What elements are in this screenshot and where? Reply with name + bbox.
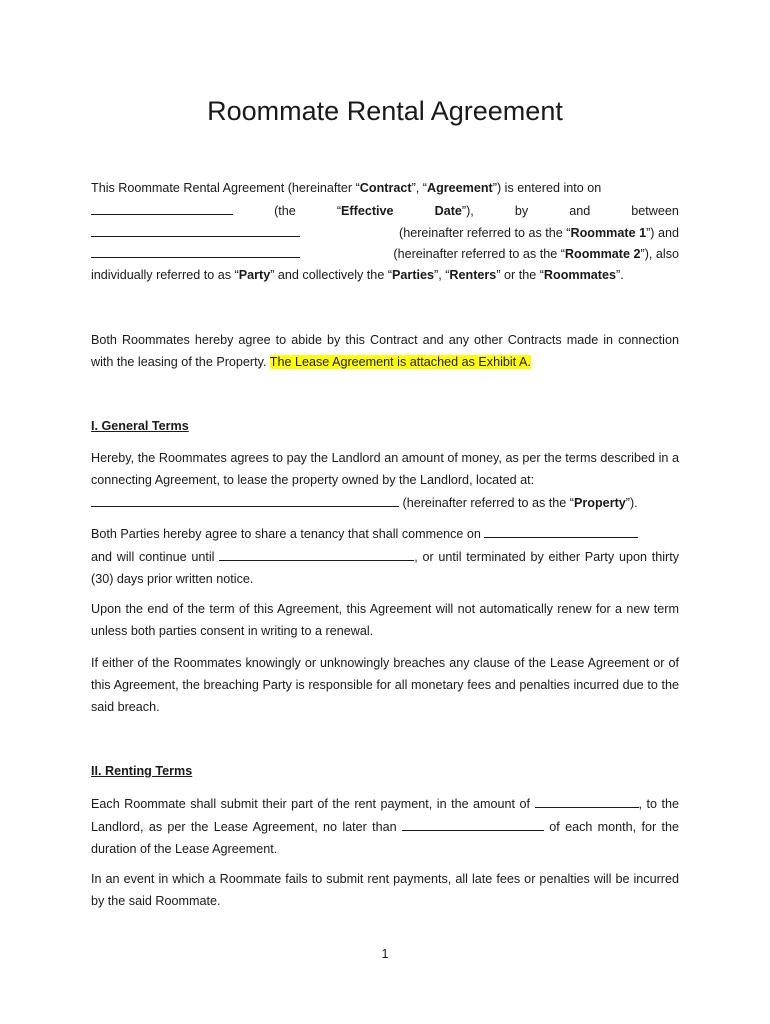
rent-amount-blank[interactable] bbox=[535, 793, 639, 808]
date-blank[interactable] bbox=[91, 200, 233, 215]
intro-paragraph bbox=[91, 178, 679, 287]
intro-line-1: This Roommate Rental Agreement (hereinafter “Contract”, “Agreement”) is entered into on bbox=[91, 181, 602, 195]
roommate2-blank[interactable] bbox=[91, 243, 300, 258]
intro-line-4: (hereinafter referred to as the “Roommate 2”), also bbox=[91, 243, 679, 265]
renting-terms-p1: Each Roommate shall submit their part of the rent payment, in the amount of , to the Landlord, as per the Lease Agreement, no later than of each month, for the duration of the Lease Agreement. bbox=[91, 793, 679, 860]
document-title: Roommate Rental Agreement bbox=[207, 96, 563, 126]
general-terms-p1: Hereby, the Roommates agrees to pay the Landlord an amount of money, as per the terms described in a connecting Agreement, to lease the property owned by the Landlord, located at: (hereinafter referred to as the “Property”). bbox=[91, 451, 679, 510]
general-terms-p3: Upon the end of the term of this Agreement, this Agreement will not automatically renew for a new term unless both parties consent in writing to a renewal. bbox=[91, 602, 679, 638]
intro-line-3: (hereinafter referred to as the “Roommate 1”) and bbox=[91, 222, 679, 244]
section-renting-terms bbox=[91, 761, 679, 783]
property-address-blank[interactable] bbox=[91, 492, 399, 507]
abide-paragraph: Both Roommates hereby agree to abide by this Contract and any other Contracts made in connection with the leasing of the Property. The Lease Agreement is attached as Exhibit A. bbox=[91, 333, 679, 369]
renting-terms-p2: In an event in which a Roommate fails to submit rent payments, all late fees or penalties will be incurred by the said Roommate. bbox=[91, 872, 679, 908]
general-terms-p2: Both Parties hereby agree to share a tenancy that shall commence on and will continue until , or until terminated by either Party upon thirty (30) days prior written notice. bbox=[91, 523, 679, 590]
section-general-terms bbox=[91, 416, 679, 438]
intro-line-5: individually referred to as “Party” and collectively the “Parties”, “Renters” or the “Roommates”. bbox=[91, 268, 624, 283]
section-heading: II. Renting Terms bbox=[91, 764, 193, 778]
section-heading: I. General Terms bbox=[91, 419, 189, 433]
page-number: 1 bbox=[381, 947, 389, 961]
general-terms-p4: If either of the Roommates knowingly or unknowingly breaches any clause of the Lease Agreement or of this Agreement, the breaching Party is responsible for all monetary fees and penalties incurred due to the said breach. bbox=[91, 656, 679, 714]
end-date-blank[interactable] bbox=[219, 546, 414, 561]
roommate1-blank[interactable] bbox=[91, 222, 300, 237]
due-day-blank[interactable] bbox=[402, 816, 544, 831]
highlighted-text: The Lease Agreement is attached as Exhibit A. bbox=[269, 354, 531, 369]
intro-line-2: (the “Effective Date”), by and between bbox=[91, 200, 679, 222]
commence-date-blank[interactable] bbox=[484, 523, 638, 538]
